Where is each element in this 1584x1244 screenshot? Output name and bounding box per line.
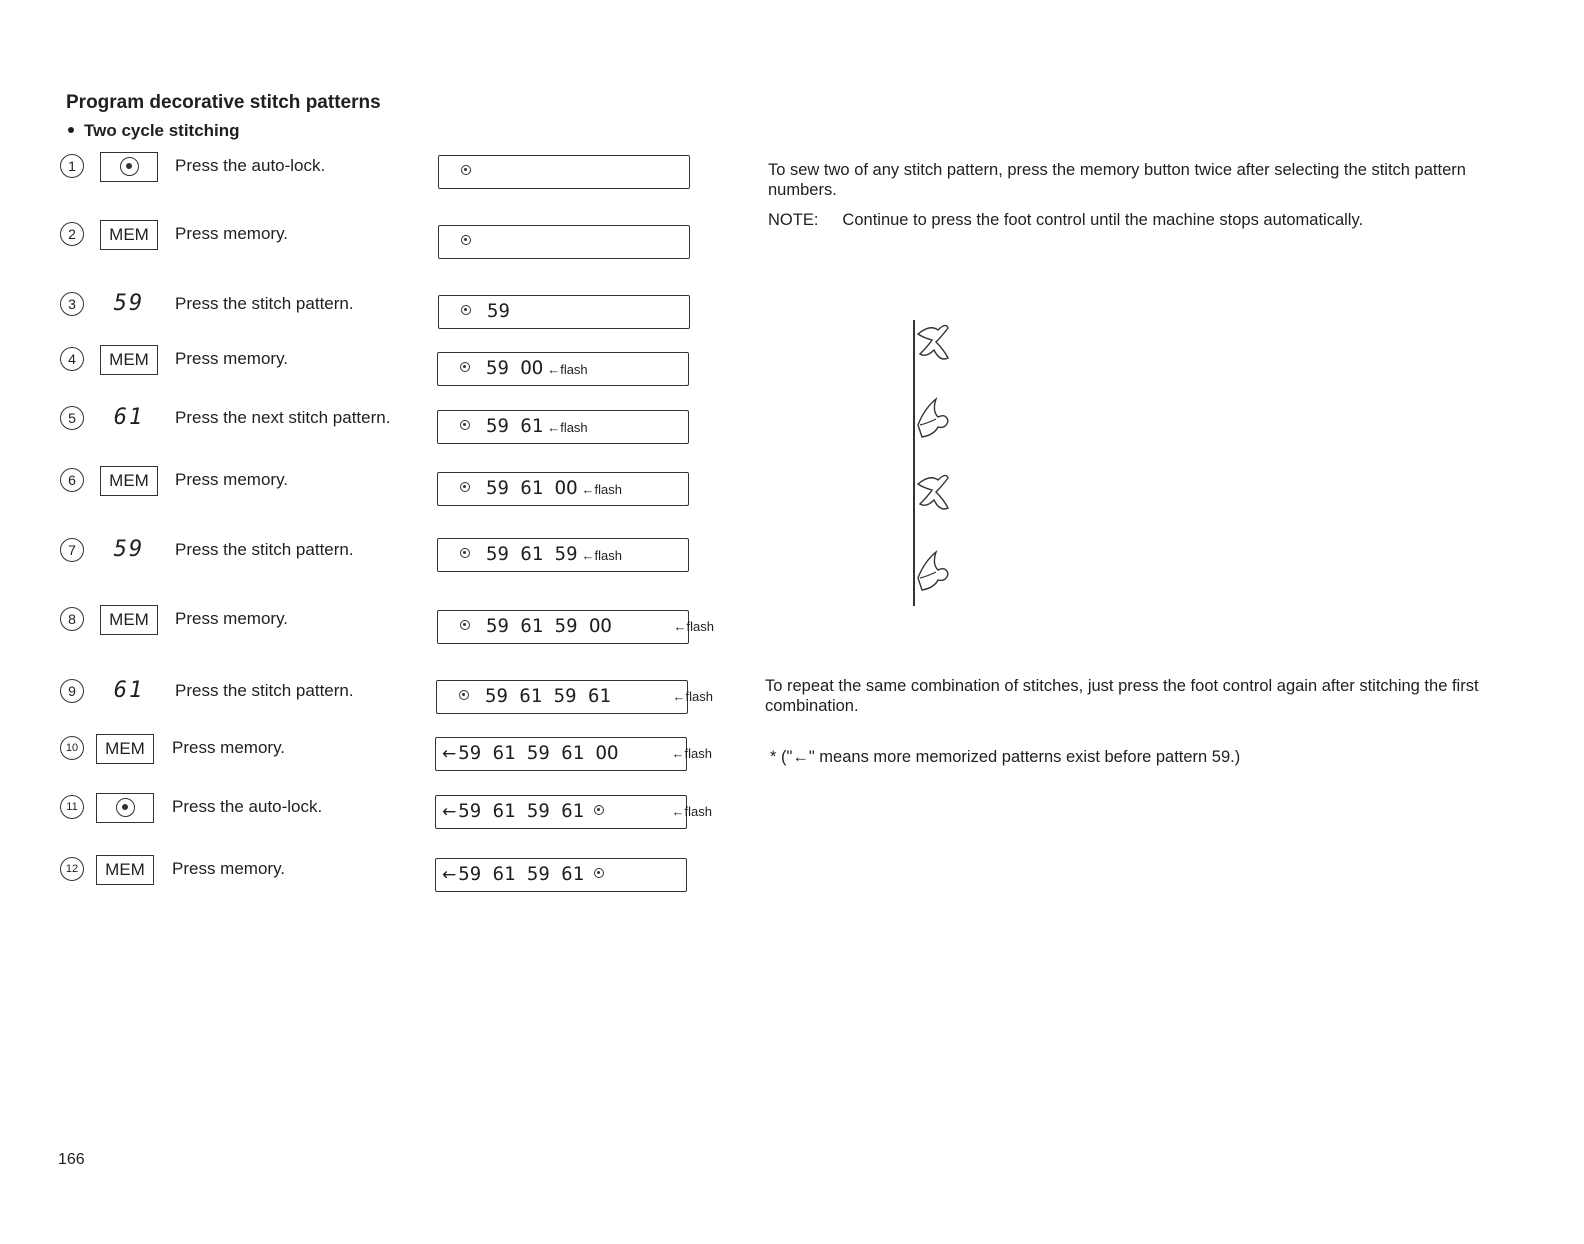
auto-lock-key-icon: [100, 152, 158, 182]
step-instruction: Press the auto-lock.: [172, 797, 323, 816]
flash-indicator: ←flash: [581, 548, 622, 563]
flash-indicator: ←flash: [581, 482, 622, 497]
auto-lock-symbol-icon: [460, 420, 470, 430]
memory-key: MEM: [100, 466, 158, 496]
lcd-display-7: 59 61 59 ←flash: [437, 538, 689, 572]
auto-lock-symbol-icon: [461, 305, 471, 315]
flash-indicator: ←flash: [547, 420, 588, 435]
stitch-seam-line: [913, 320, 915, 606]
step-number: 8: [60, 607, 84, 631]
step-number: 10: [60, 736, 84, 760]
auto-lock-symbol-icon: [460, 362, 470, 372]
lcd-display-4: 59 OO ←flash: [437, 352, 689, 386]
step-instruction: Press the auto-lock.: [175, 156, 326, 175]
more-patterns-arrow-icon: ←: [442, 865, 457, 885]
step-instruction: Press the stitch pattern.: [175, 681, 354, 700]
step-instruction: Press memory.: [172, 859, 286, 878]
step-instruction: Press memory.: [175, 609, 289, 628]
memory-key: MEM: [96, 734, 154, 764]
step-instruction: Press the stitch pattern.: [175, 294, 354, 313]
auto-lock-symbol-icon: [461, 235, 471, 245]
auto-lock-symbol-icon: [461, 165, 471, 175]
page-title: Program decorative stitch patterns: [66, 92, 381, 113]
step-number: 6: [60, 468, 84, 492]
memory-key: MEM: [96, 855, 154, 885]
flash-indicator: ←flash: [547, 362, 588, 377]
pattern-number-key: 59: [113, 291, 145, 316]
lcd-display-10: ← 59 61 59 61 OO ←flash: [435, 737, 687, 771]
auto-lock-symbol-icon: [460, 482, 470, 492]
memory-key: MEM: [100, 220, 158, 250]
cross-stitch-motif-icon: [916, 320, 956, 364]
lcd-display-3: 59: [438, 295, 690, 329]
lcd-display-2: [438, 225, 690, 259]
step-number: 7: [60, 538, 84, 562]
cross-stitch-motif-icon: [916, 470, 956, 514]
footnote: * ("←" means more memorized patterns exist before pattern 59.): [770, 748, 1241, 766]
pattern-number-key: 59: [113, 537, 145, 562]
memory-key: MEM: [100, 345, 158, 375]
auto-lock-symbol-icon: [459, 690, 469, 700]
auto-lock-key-icon: [96, 793, 154, 823]
flash-indicator: ←flash: [673, 619, 714, 634]
step-instruction: Press memory.: [172, 738, 286, 757]
page-number: 166: [58, 1151, 85, 1168]
pattern-number-key: 61: [113, 405, 145, 430]
lcd-display-11: ← 59 61 59 61 ←flash: [435, 795, 687, 829]
auto-lock-symbol-icon: [460, 548, 470, 558]
lcd-display-1: [438, 155, 690, 189]
more-patterns-arrow-icon: ←: [442, 802, 457, 822]
lcd-display-9: 59 61 59 61 ←flash: [436, 680, 688, 714]
flash-indicator: ←flash: [671, 746, 712, 761]
lcd-display-8: 59 61 59 OO ←flash: [437, 610, 689, 644]
pattern-number-key: 61: [113, 678, 145, 703]
section-subheading: Two cycle stitching: [68, 121, 240, 141]
auto-lock-symbol-icon: [594, 868, 604, 878]
repeat-paragraph: To repeat the same combination of stitches, just press the foot control again after stitching the first combination.: [765, 677, 1479, 715]
tulip-stitch-motif-icon: [916, 395, 956, 439]
step-number: 1: [60, 154, 84, 178]
more-patterns-arrow-icon: ←: [442, 744, 457, 764]
note: NOTE: Continue to press the foot control until the machine stops automatically.: [768, 211, 1364, 229]
lcd-display-6: 59 61 OO ←flash: [437, 472, 689, 506]
auto-lock-symbol-icon: [594, 805, 604, 815]
memory-key: MEM: [100, 605, 158, 635]
step-number: 5: [60, 406, 84, 430]
step-number: 3: [60, 292, 84, 316]
step-number: 4: [60, 347, 84, 371]
bullet-icon: [68, 127, 74, 133]
step-instruction: Press the stitch pattern.: [175, 540, 354, 559]
step-number: 2: [60, 222, 84, 246]
tulip-stitch-motif-icon: [916, 548, 956, 592]
step-instruction: Press the next stitch pattern.: [175, 408, 391, 427]
flash-indicator: ←flash: [672, 689, 713, 704]
auto-lock-symbol-icon: [460, 620, 470, 630]
step-instruction: Press memory.: [175, 349, 289, 368]
step-instruction: Press memory.: [175, 470, 289, 489]
lcd-display-5: 59 61 ←flash: [437, 410, 689, 444]
step-instruction: Press memory.: [175, 224, 289, 243]
step-number: 9: [60, 679, 84, 703]
instruction-paragraph: To sew two of any stitch pattern, press the memory button twice after selecting the stitch pattern numbers.: [768, 161, 1466, 199]
step-number: 11: [60, 795, 84, 819]
flash-indicator: ←flash: [671, 804, 712, 819]
step-number: 12: [60, 857, 84, 881]
lcd-display-12: ← 59 61 59 61: [435, 858, 687, 892]
